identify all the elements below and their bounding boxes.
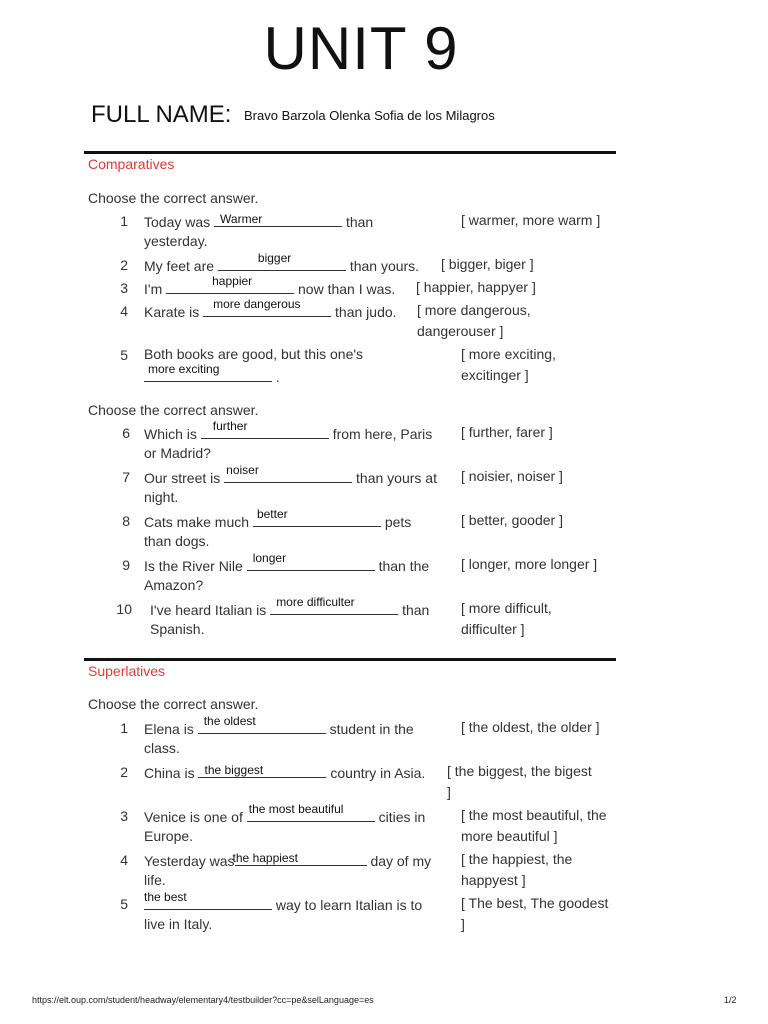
question-line2: than dogs. [144,533,210,549]
options-text: [ the most beautiful, the [461,807,607,823]
question-line2: class. [144,740,180,756]
answer-blank[interactable] [224,463,352,483]
question-after: than judo. [335,304,397,320]
options-text: more beautiful ] [461,828,558,844]
answer-blank[interactable] [198,714,326,734]
question-after: way to learn Italian is to [275,897,423,913]
question-number: 3 [120,280,128,296]
question-number: 5 [120,896,128,912]
question-number: 5 [120,347,128,363]
options-text: [ The best, The goodest [461,895,609,911]
section-divider [84,151,616,154]
question-after: cities in [378,809,426,825]
answer-text[interactable]: the biggest [204,763,264,777]
answer-blank[interactable] [144,890,272,910]
question-number: 7 [122,469,130,485]
section-heading-comparatives: Comparatives [88,156,175,172]
answer-blank[interactable] [270,595,398,615]
question-after: country in Asia. [330,765,426,781]
question-number: 8 [122,513,130,529]
question-after: student in the [329,721,414,737]
question-before: Karate is [144,304,200,320]
question-number: 2 [120,257,128,273]
options-text: [ the happiest, the [461,851,573,867]
question-before: Elena is [144,721,194,737]
question-text [144,890,423,916]
answer-text[interactable]: more exciting [148,362,220,376]
question-before: Cats make much [144,514,250,530]
options-text: excitinger ] [461,367,529,383]
options-text: [ more exciting, [461,346,556,362]
answer-text[interactable]: further [212,419,248,433]
answer-blank[interactable] [201,419,329,439]
question-text [144,714,414,740]
answer-blank[interactable] [166,274,294,294]
unit-title: UNIT 9 [263,15,459,82]
question-after: than yours at [356,470,437,486]
question-number: 9 [122,557,130,573]
answer-text[interactable]: more dangerous [213,297,301,311]
answer-text[interactable]: the most beautiful [248,802,344,816]
question-text [144,210,373,233]
section-divider [84,658,616,661]
question-text [150,595,430,621]
answer-text[interactable]: better [256,507,288,521]
options-text: [ more dangerous, [417,302,531,318]
instruction: Choose the correct answer. [88,190,259,206]
question-number: 1 [120,213,128,229]
answer-text[interactable]: happier [212,274,253,288]
answer-blank[interactable] [218,251,346,271]
question-before: Our street is [144,470,221,486]
options-text: [ further, farer ] [461,424,553,440]
answer-text[interactable]: the happiest [232,851,298,865]
question-text [144,849,431,872]
question-text [144,802,426,828]
question-number: 6 [122,425,130,441]
question-after: now than I was. [298,281,396,297]
answer-text[interactable]: more difficulter [276,595,355,609]
question-before: Venice is one of [144,809,243,825]
options-text: [ longer, more longer ] [461,556,598,572]
options-text: happyest ] [461,872,526,888]
question-text [144,507,412,533]
question-after: than [345,214,374,230]
question-number: 3 [120,808,128,824]
question-text [144,297,397,323]
question-after: pets [384,514,412,530]
options-text: difficulter ] [461,621,525,637]
options-text: [ happier, happyer ] [416,279,536,295]
answer-blank[interactable] [203,297,331,317]
full-name-value[interactable]: Bravo Barzola Olenka Sofia de los Milagros [244,108,495,123]
question-text [144,463,437,489]
options-text: [ noisier, noiser ] [461,468,563,484]
question-before: China is [144,765,195,781]
answer-text[interactable]: the oldest [203,714,256,728]
answer-blank[interactable] [198,761,326,778]
question-after: than [402,602,430,618]
options-text: [ bigger, biger ] [441,256,534,272]
question-line2: night. [144,489,179,505]
answer-blank[interactable] [214,210,342,227]
question-after: than the [378,558,430,574]
options-text: dangerouser ] [417,323,504,339]
answer-text[interactable]: longer [252,551,287,565]
question-line2: life. [144,872,166,888]
question-text [144,761,425,784]
options-text: [ the biggest, the bigest [447,763,592,779]
question-before: Yesterday was [144,853,235,869]
question-before: I've heard Italian is [150,602,267,618]
footer-url[interactable]: https://elt.oup.com/student/headway/elementary4/testbuilder?cc=pe&selLanguage=es [32,995,374,1005]
options-text: [ the oldest, the older ] [461,719,600,735]
question-before: I'm [144,281,163,297]
question-before: Today was [144,214,211,230]
answer-text[interactable]: Warmer [220,212,263,226]
answer-text[interactable]: noiser [226,463,259,477]
question-line2: live in Italy. [144,916,213,932]
question-number: 1 [120,720,128,736]
question-line2: yesterday. [144,233,208,249]
answer-blank[interactable] [253,507,381,527]
question-text [144,362,280,388]
question-text [144,251,420,277]
question-before: Is the River Nile [144,558,243,574]
question-text: Both books are good, but this one's [144,346,364,362]
question-line2: Amazon? [144,577,204,593]
question-line2: or Madrid? [144,445,211,461]
answer-blank[interactable] [144,362,272,382]
options-text: ] [447,784,451,800]
instruction: Choose the correct answer. [88,402,259,418]
answer-blank[interactable] [247,551,375,571]
instruction: Choose the correct answer. [88,696,259,712]
question-number: 4 [120,303,128,319]
question-after: than yours. [349,258,420,274]
page-number: 1/2 [724,995,737,1005]
options-text: ] [461,916,465,932]
options-text: [ warmer, more warm ] [461,212,601,228]
question-line2: Europe. [144,828,194,844]
question-before: My feet are [144,258,215,274]
question-number: 10 [116,601,132,617]
section-heading-superlatives: Superlatives [88,663,166,679]
question-line2: Spanish. [150,621,205,637]
answer-text[interactable]: bigger [257,251,292,265]
options-text: [ more difficult, [461,600,552,616]
answer-text[interactable]: the best [144,890,187,904]
full-name-label: FULL NAME: [91,101,232,128]
question-text [144,551,430,577]
question-after: . [275,369,280,385]
question-after: day of my [370,853,432,869]
options-text: [ better, gooder ] [461,512,563,528]
answer-blank[interactable] [232,849,367,866]
question-number: 4 [120,852,128,868]
question-text [144,419,433,445]
answer-blank[interactable] [247,802,375,822]
question-after: from here, Paris [332,426,433,442]
question-before: Which is [144,426,197,442]
question-number: 2 [120,764,128,780]
